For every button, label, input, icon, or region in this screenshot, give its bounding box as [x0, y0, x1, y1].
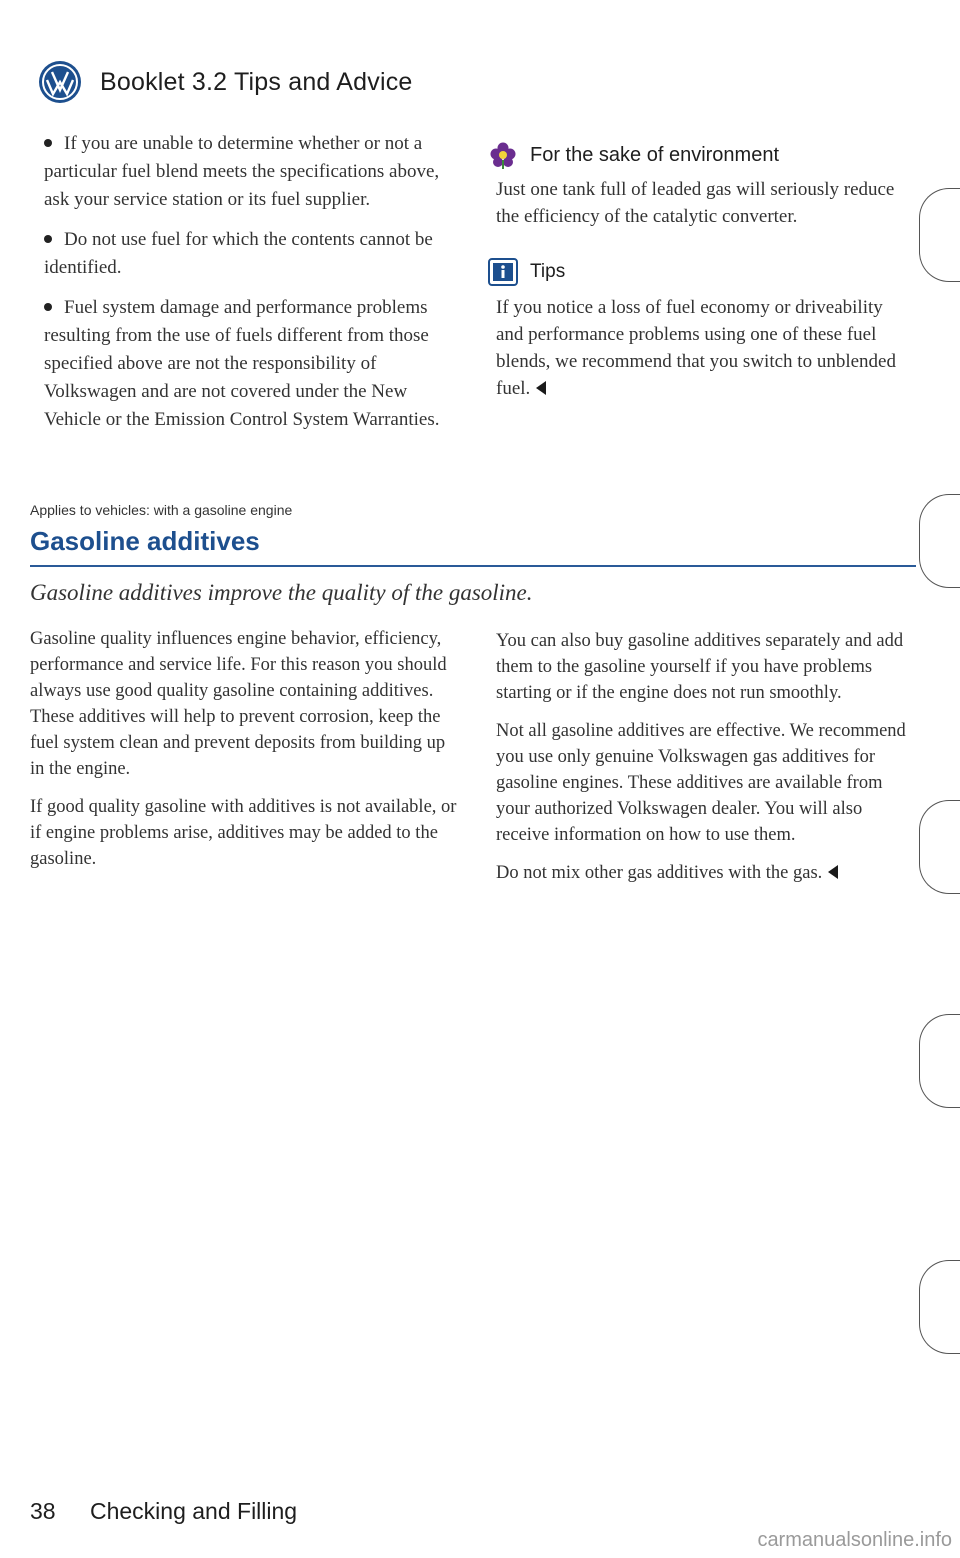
body-paragraph: Not all gasoline additives are effective. We recommend you use only genuine Volkswagen gas additives for gasoline engines. These additives are available from your authorized Volkswagen dealer. You will also receive information on how to use them. [496, 721, 906, 845]
bullet-item: Do not use fuel for which the contents cannot be identified. [44, 229, 433, 278]
page-edge-tab [919, 188, 960, 282]
info-tips-icon [488, 258, 518, 286]
environment-heading: For the sake of environment [496, 140, 896, 170]
page-footer [30, 1498, 297, 1525]
bullet-dot-icon [44, 139, 52, 147]
body-paragraph: Do not mix other gas additives with the gas. [496, 860, 916, 886]
page-edge-tab [919, 1260, 960, 1354]
section-title: Gasoline additives [30, 526, 260, 556]
applies-to-note: Applies to vehicles: with a gasoline engine [30, 502, 293, 518]
body-paragraph: You can also buy gasoline additives separately and add them to the gasoline yourself if you have problems starting or if the engine does not run smoothly. [496, 631, 904, 703]
page-edge-tab [919, 494, 960, 588]
page-edge-tab [919, 1014, 960, 1108]
environment-flower-icon [488, 140, 518, 170]
left-bullet-list [44, 130, 444, 446]
tips-text: If you notice a loss of fuel economy or driveability and performance problems using one of these fuel blends, we recommend that you switch to unblended fuel. [496, 297, 896, 399]
bullet-dot-icon [44, 303, 52, 311]
left-body-column [30, 626, 458, 884]
page-number: 38 [30, 1498, 56, 1524]
environment-text: Just one tank full of leaded gas will seriously reduce the efficiency of the catalytic converter. [496, 179, 895, 227]
section-subtitle: Gasoline additives improve the quality of the gasoline. [30, 580, 533, 605]
bullet-item: Fuel system damage and performance problems resulting from the use of fuels different from those specified above are not the responsibility of Volkswagen and are not covered under the New Vehicle or the Emission Control System Warranties. [44, 297, 440, 430]
body-paragraph: Gasoline quality influences engine behavior, efficiency, performance and service life. For this reason you should always use good quality gasoline containing additives. These additives will help to prevent corrosion, keep the fuel system clean and prevent deposits from building up in the engine. [30, 629, 447, 779]
bullet-item: If you are unable to determine whether or not a particular fuel blend meets the specifications above, ask your service station or its fuel supplier. [44, 133, 440, 210]
end-arrow-icon [828, 865, 838, 879]
page-edge-tab [919, 800, 960, 894]
right-body-column [496, 628, 916, 898]
right-top-notes [496, 140, 896, 402]
watermark: carmanualsonline.info [757, 1529, 952, 1551]
tips-heading: Tips [488, 258, 896, 286]
end-arrow-icon [536, 381, 546, 395]
chapter-name: Checking and Filling [89, 1498, 298, 1524]
page-title: Booklet 3.2 Tips and Advice [100, 67, 413, 96]
bullet-dot-icon [44, 235, 52, 243]
section-divider [30, 565, 916, 567]
body-paragraph: If good quality gasoline with additives is not available, or if engine problems arise, additives may be added to the gasoline. [30, 797, 457, 869]
page-header [38, 58, 413, 106]
vw-logo-icon [38, 60, 82, 104]
